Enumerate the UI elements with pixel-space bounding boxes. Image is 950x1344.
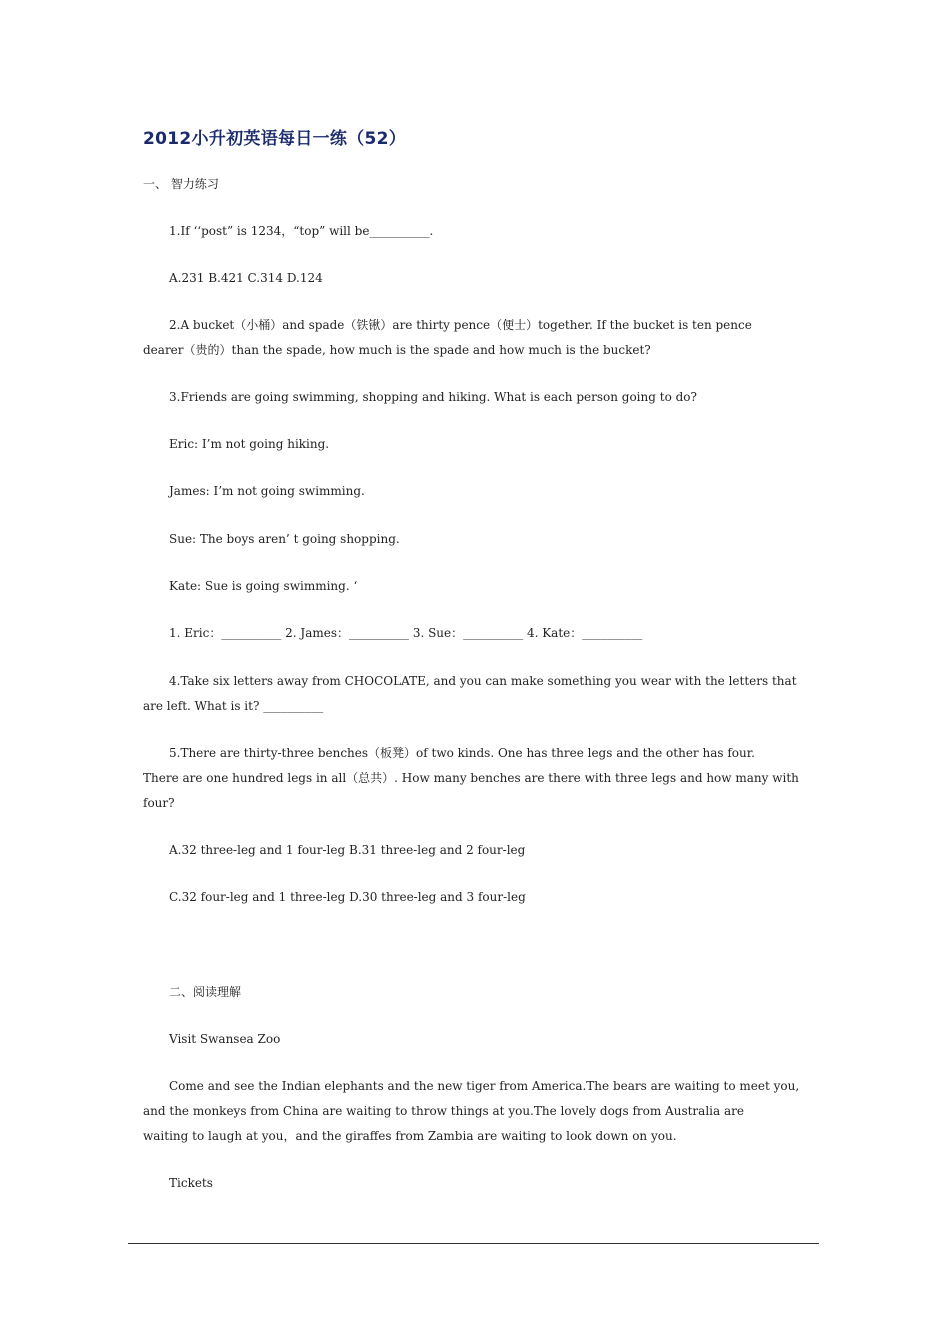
question-1: 1.If ‘‘post” is 1234，“top” will be__________. (169, 224, 434, 238)
question-2-line-2: dearer（贵的）than the spade, how much is the spade and how much is the bucket? (143, 343, 651, 357)
passage-line-3: waiting to laugh at you，and the giraffes from Zambia are waiting to look down on you. (143, 1129, 677, 1143)
question-5-options-cd: C.32 four-leg and 1 three-leg D.30 three-leg and 3 four-leg (169, 890, 526, 904)
question-4-line-1: 4.Take six letters away from CHOCOLATE, and you can make something you wear with the letters that (169, 674, 797, 688)
question-5-line-2: There are one hundred legs in all（总共）. How many benches are there with three legs and how many with (143, 771, 799, 785)
section-1-heading: 一、 智力练习 (143, 177, 219, 191)
question-3-james: James: I’m not going swimming. (169, 484, 365, 498)
question-5-options-ab: A.32 three-leg and 1 four-leg B.31 three-leg and 2 four-leg (169, 843, 526, 857)
question-1-options: A.231 B.421 C.314 D.124 (169, 271, 323, 285)
passage-title: Visit Swansea Zoo (169, 1032, 281, 1046)
tickets-heading: Tickets (169, 1176, 213, 1190)
document-title: 2012小升初英语每日一练（52） (143, 129, 407, 149)
passage-line-1: Come and see the Indian elephants and the new tiger from America.The bears are waiting to meet you, (169, 1079, 800, 1093)
question-3-sue: Sue: The boys aren’ t going shopping. (169, 532, 400, 546)
question-2-line-1: 2.A bucket（小桶）and spade（铁锹）are thirty pence（便士）together. If the bucket is ten pence (169, 318, 752, 332)
question-3-answers: 1. Eric：__________ 2. James：__________ 3. Sue：__________ 4. Kate：__________ (169, 626, 643, 640)
question-3-kate: Kate: Sue is going swimming. ‘ (169, 579, 358, 593)
question-5-line-3: four? (143, 796, 175, 810)
question-3: 3.Friends are going swimming, shopping and hiking. What is each person going to do? (169, 390, 697, 404)
footer-divider (128, 1243, 819, 1244)
passage-line-2: and the monkeys from China are waiting to throw things at you.The lovely dogs from Australia are (143, 1104, 744, 1118)
question-5-line-1: 5.There are thirty-three benches（板凳）of two kinds. One has three legs and the other has four. (169, 746, 755, 760)
question-3-eric: Eric: I’m not going hiking. (169, 437, 330, 451)
question-4-line-2: are left. What is it? __________ (143, 699, 324, 713)
section-2-heading: 二、阅读理解 (169, 985, 242, 999)
